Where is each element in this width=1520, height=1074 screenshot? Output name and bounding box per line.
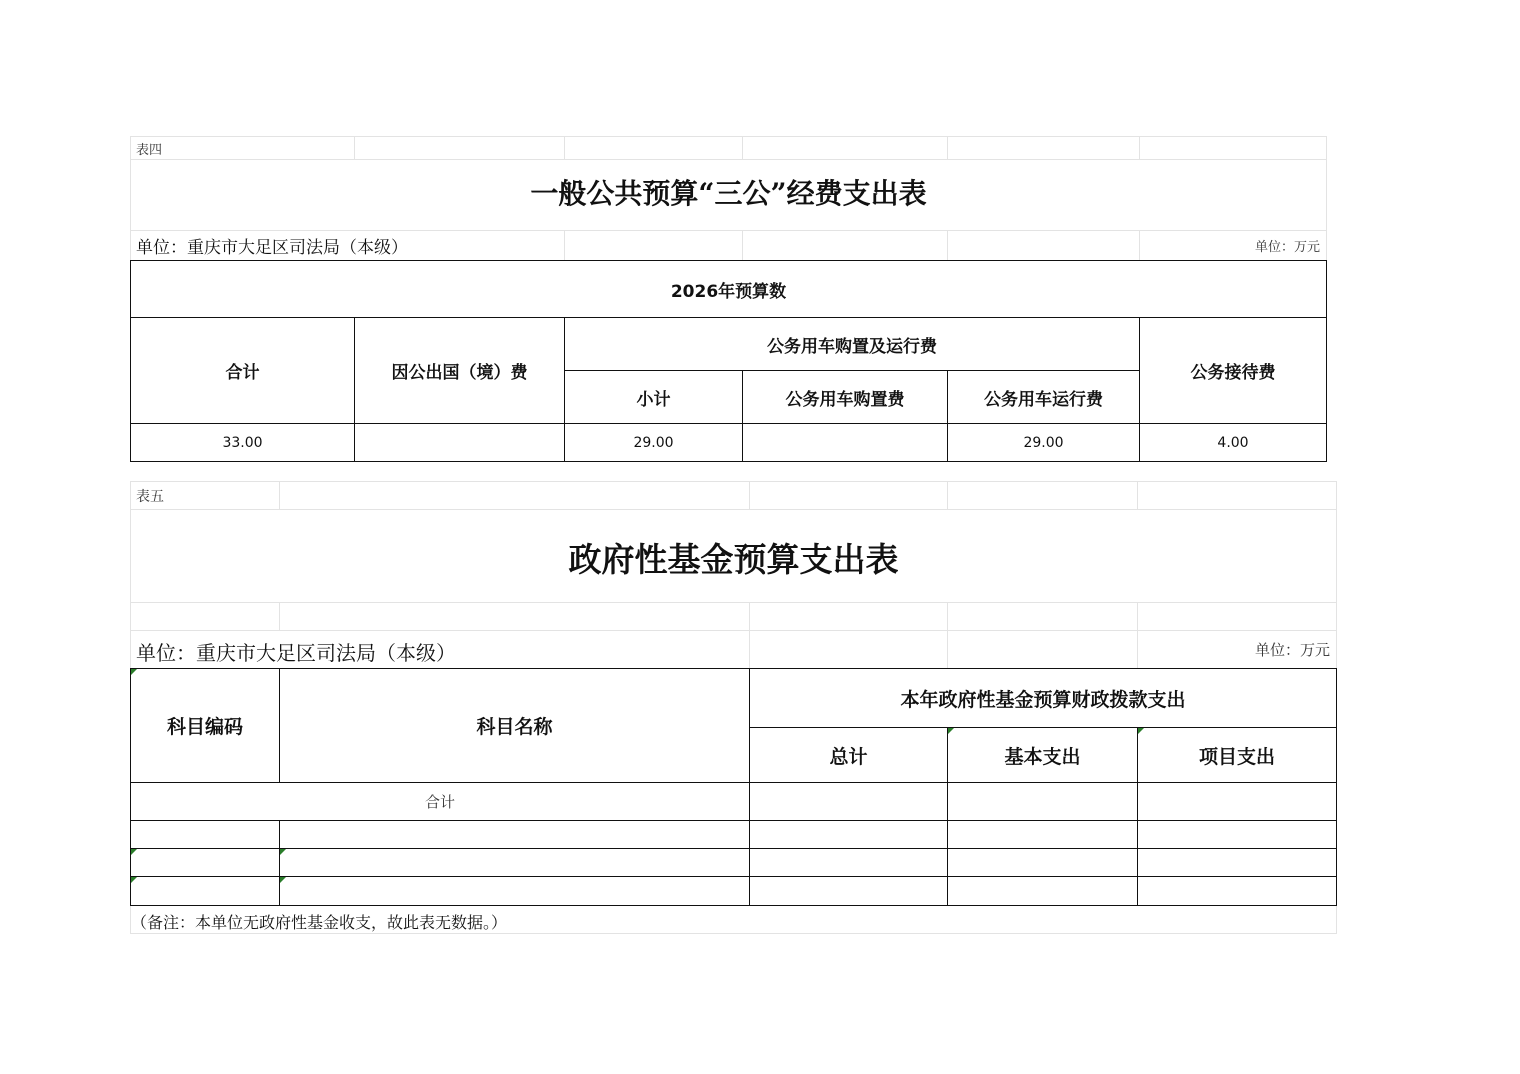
table5-unit-left: 单位：重庆市大足区司法局（本级） [136,641,456,665]
total-header: 合计 [130,317,355,424]
grand-total-cell [749,876,948,906]
total-row-basic [947,782,1138,821]
basic-expense-header: 基本支出 [947,727,1138,783]
basic-cell [947,848,1138,877]
table5-tag: 表五 [136,489,164,505]
fund-expense-group-header: 本年政府性基金预算财政拨款支出 [749,668,1337,728]
budget-year-header: 2026年预算数 [130,260,1327,318]
name-cell [279,876,750,906]
cell-indicator-icon [280,877,286,883]
table4-tag: 表四 [136,143,163,158]
operation-header: 公务用车运行费 [947,370,1140,424]
code-cell [130,820,280,849]
subject-name-header: 科目名称 [279,668,750,783]
subtotal-value: 29.00 [564,423,743,462]
reception-value: 4.00 [1139,423,1327,462]
basic-cell [947,876,1138,906]
cell-indicator-icon [131,669,137,675]
table5-unit-right: 单位：万元 [1254,641,1330,659]
cell-indicator-icon [280,849,286,855]
table4-title: 一般公共预算“三公”经费支出表 [530,177,927,210]
basic-cell [947,820,1138,849]
abroad-value [354,423,565,462]
purchase-value [742,423,948,462]
table4-unit-left: 单位：重庆市大足区司法局（本级） [136,238,408,258]
operation-value: 29.00 [947,423,1140,462]
grand-total-cell [749,848,948,877]
subtotal-header: 小计 [564,370,743,424]
cell-indicator-icon [131,849,137,855]
grand-total-cell [749,820,948,849]
abroad-header: 因公出国（境）费 [354,317,565,424]
grand-total-header: 总计 [749,727,948,783]
total-row-label: 合计 [130,782,750,821]
cell-indicator-icon [948,728,954,734]
table4-unit-right: 单位：万元 [1254,240,1320,255]
total-row-project [1137,782,1337,821]
name-cell [279,820,750,849]
total-value: 33.00 [130,423,355,462]
project-expense-header: 项目支出 [1137,727,1337,783]
purchase-header: 公务用车购置费 [742,370,948,424]
total-row-grand-total [749,782,948,821]
cell-indicator-icon [1138,728,1144,734]
project-cell [1137,848,1337,877]
reception-header: 公务接待费 [1139,317,1327,424]
cell-indicator-icon [131,877,137,883]
table5-title: 政府性基金预算支出表 [568,540,899,579]
code-cell [130,876,280,906]
vehicle-group-header: 公务用车购置及运行费 [564,317,1140,371]
table5-note: （备注：本单位无政府性基金收支，故此表无数据。） [131,913,508,932]
code-cell [130,848,280,877]
subject-code-header: 科目编码 [130,668,280,783]
project-cell [1137,876,1337,906]
name-cell [279,848,750,877]
project-cell [1137,820,1337,849]
